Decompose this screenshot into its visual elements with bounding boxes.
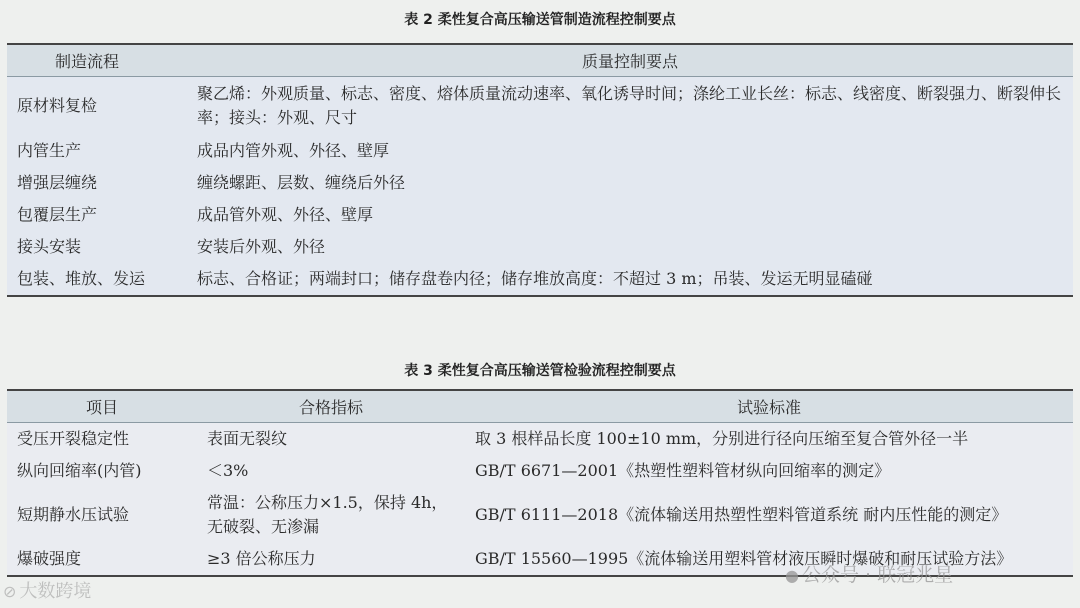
column-header: 制造流程 [7, 44, 187, 77]
criteria-cell: 表面无裂纹 [197, 423, 465, 456]
logo-icon: ⊘ [3, 582, 17, 601]
watermark-left: ⊘ 大数跨境 [3, 581, 92, 602]
standard-cell: GB/T 6671—2001《热塑性塑料管材纵向回缩率的测定》 [465, 455, 1073, 487]
item-cell: 纵向回缩率(内管) [7, 455, 197, 487]
table-row [7, 455, 1073, 487]
table-row [7, 231, 1073, 263]
column-header: 试验标准 [465, 390, 1073, 423]
table-row [7, 423, 1073, 456]
table-row [7, 135, 1073, 167]
table-row [7, 263, 1073, 296]
item-cell: 短期静水压试验 [7, 487, 197, 543]
table3-caption: 表 3 柔性复合高压输送管检验流程控制要点 [404, 363, 676, 379]
process-cell: 增强层缠绕 [7, 167, 187, 199]
criteria-cell: ＜3% [197, 455, 465, 487]
process-cell: 包装、堆放、发运 [7, 263, 187, 296]
table-row [7, 199, 1073, 231]
process-cell: 内管生产 [7, 135, 187, 167]
criteria-cell: 常温：公称压力×1.5，保持 4h，无破裂、无渗漏 [197, 487, 465, 543]
watermark-right: ● 公众号 · 联冠兆星 [785, 564, 954, 586]
column-header: 项目 [7, 390, 197, 423]
standard-cell: 取 3 根样品长度 100±10 mm，分别进行径向压缩至复合管外径一半 [465, 423, 1073, 456]
table2-caption: 表 2 柔性复合高压输送管制造流程控制要点 [404, 12, 676, 28]
control-points-cell: 聚乙烯：外观质量、标志、密度、熔体质量流动速率、氧化诱导时间；涤纶工业长丝：标志、线密度、断裂强力、断裂伸长率；接头：外观、尺寸 [187, 77, 1073, 136]
control-points-cell: 成品管外观、外径、壁厚 [187, 199, 1073, 231]
item-cell: 爆破强度 [7, 543, 197, 576]
process-cell: 原材料复检 [7, 77, 187, 136]
process-cell: 接头安装 [7, 231, 187, 263]
table-row [7, 167, 1073, 199]
table-row [7, 487, 1073, 543]
standard-cell: GB/T 6111—2018《流体输送用热塑性塑料管道系统 耐内压性能的测定》 [465, 487, 1073, 543]
table-header-row [7, 390, 1073, 423]
inspection-control-table [7, 389, 1073, 577]
process-cell: 包覆层生产 [7, 199, 187, 231]
column-header: 质量控制要点 [187, 44, 1073, 77]
item-cell: 受压开裂稳定性 [7, 423, 197, 456]
table-row [7, 77, 1073, 136]
control-points-cell: 成品内管外观、外径、壁厚 [187, 135, 1073, 167]
control-points-cell: 安装后外观、外径 [187, 231, 1073, 263]
table-header-row [7, 44, 1073, 77]
control-points-cell: 标志、合格证；两端封口；储存盘卷内径；储存堆放高度：不超过 3 m；吊装、发运无明显磕碰 [187, 263, 1073, 296]
control-points-cell: 缠绕螺距、层数、缠绕后外径 [187, 167, 1073, 199]
standard-cell: GB/T 15560—1995《流体输送用塑料管材液压瞬时爆破和耐压试验方法》 [465, 543, 1073, 576]
criteria-cell: ≥3 倍公称压力 [197, 543, 465, 576]
wechat-icon: ● [785, 566, 799, 585]
manufacturing-control-table [7, 43, 1073, 297]
column-header: 合格指标 [197, 390, 465, 423]
